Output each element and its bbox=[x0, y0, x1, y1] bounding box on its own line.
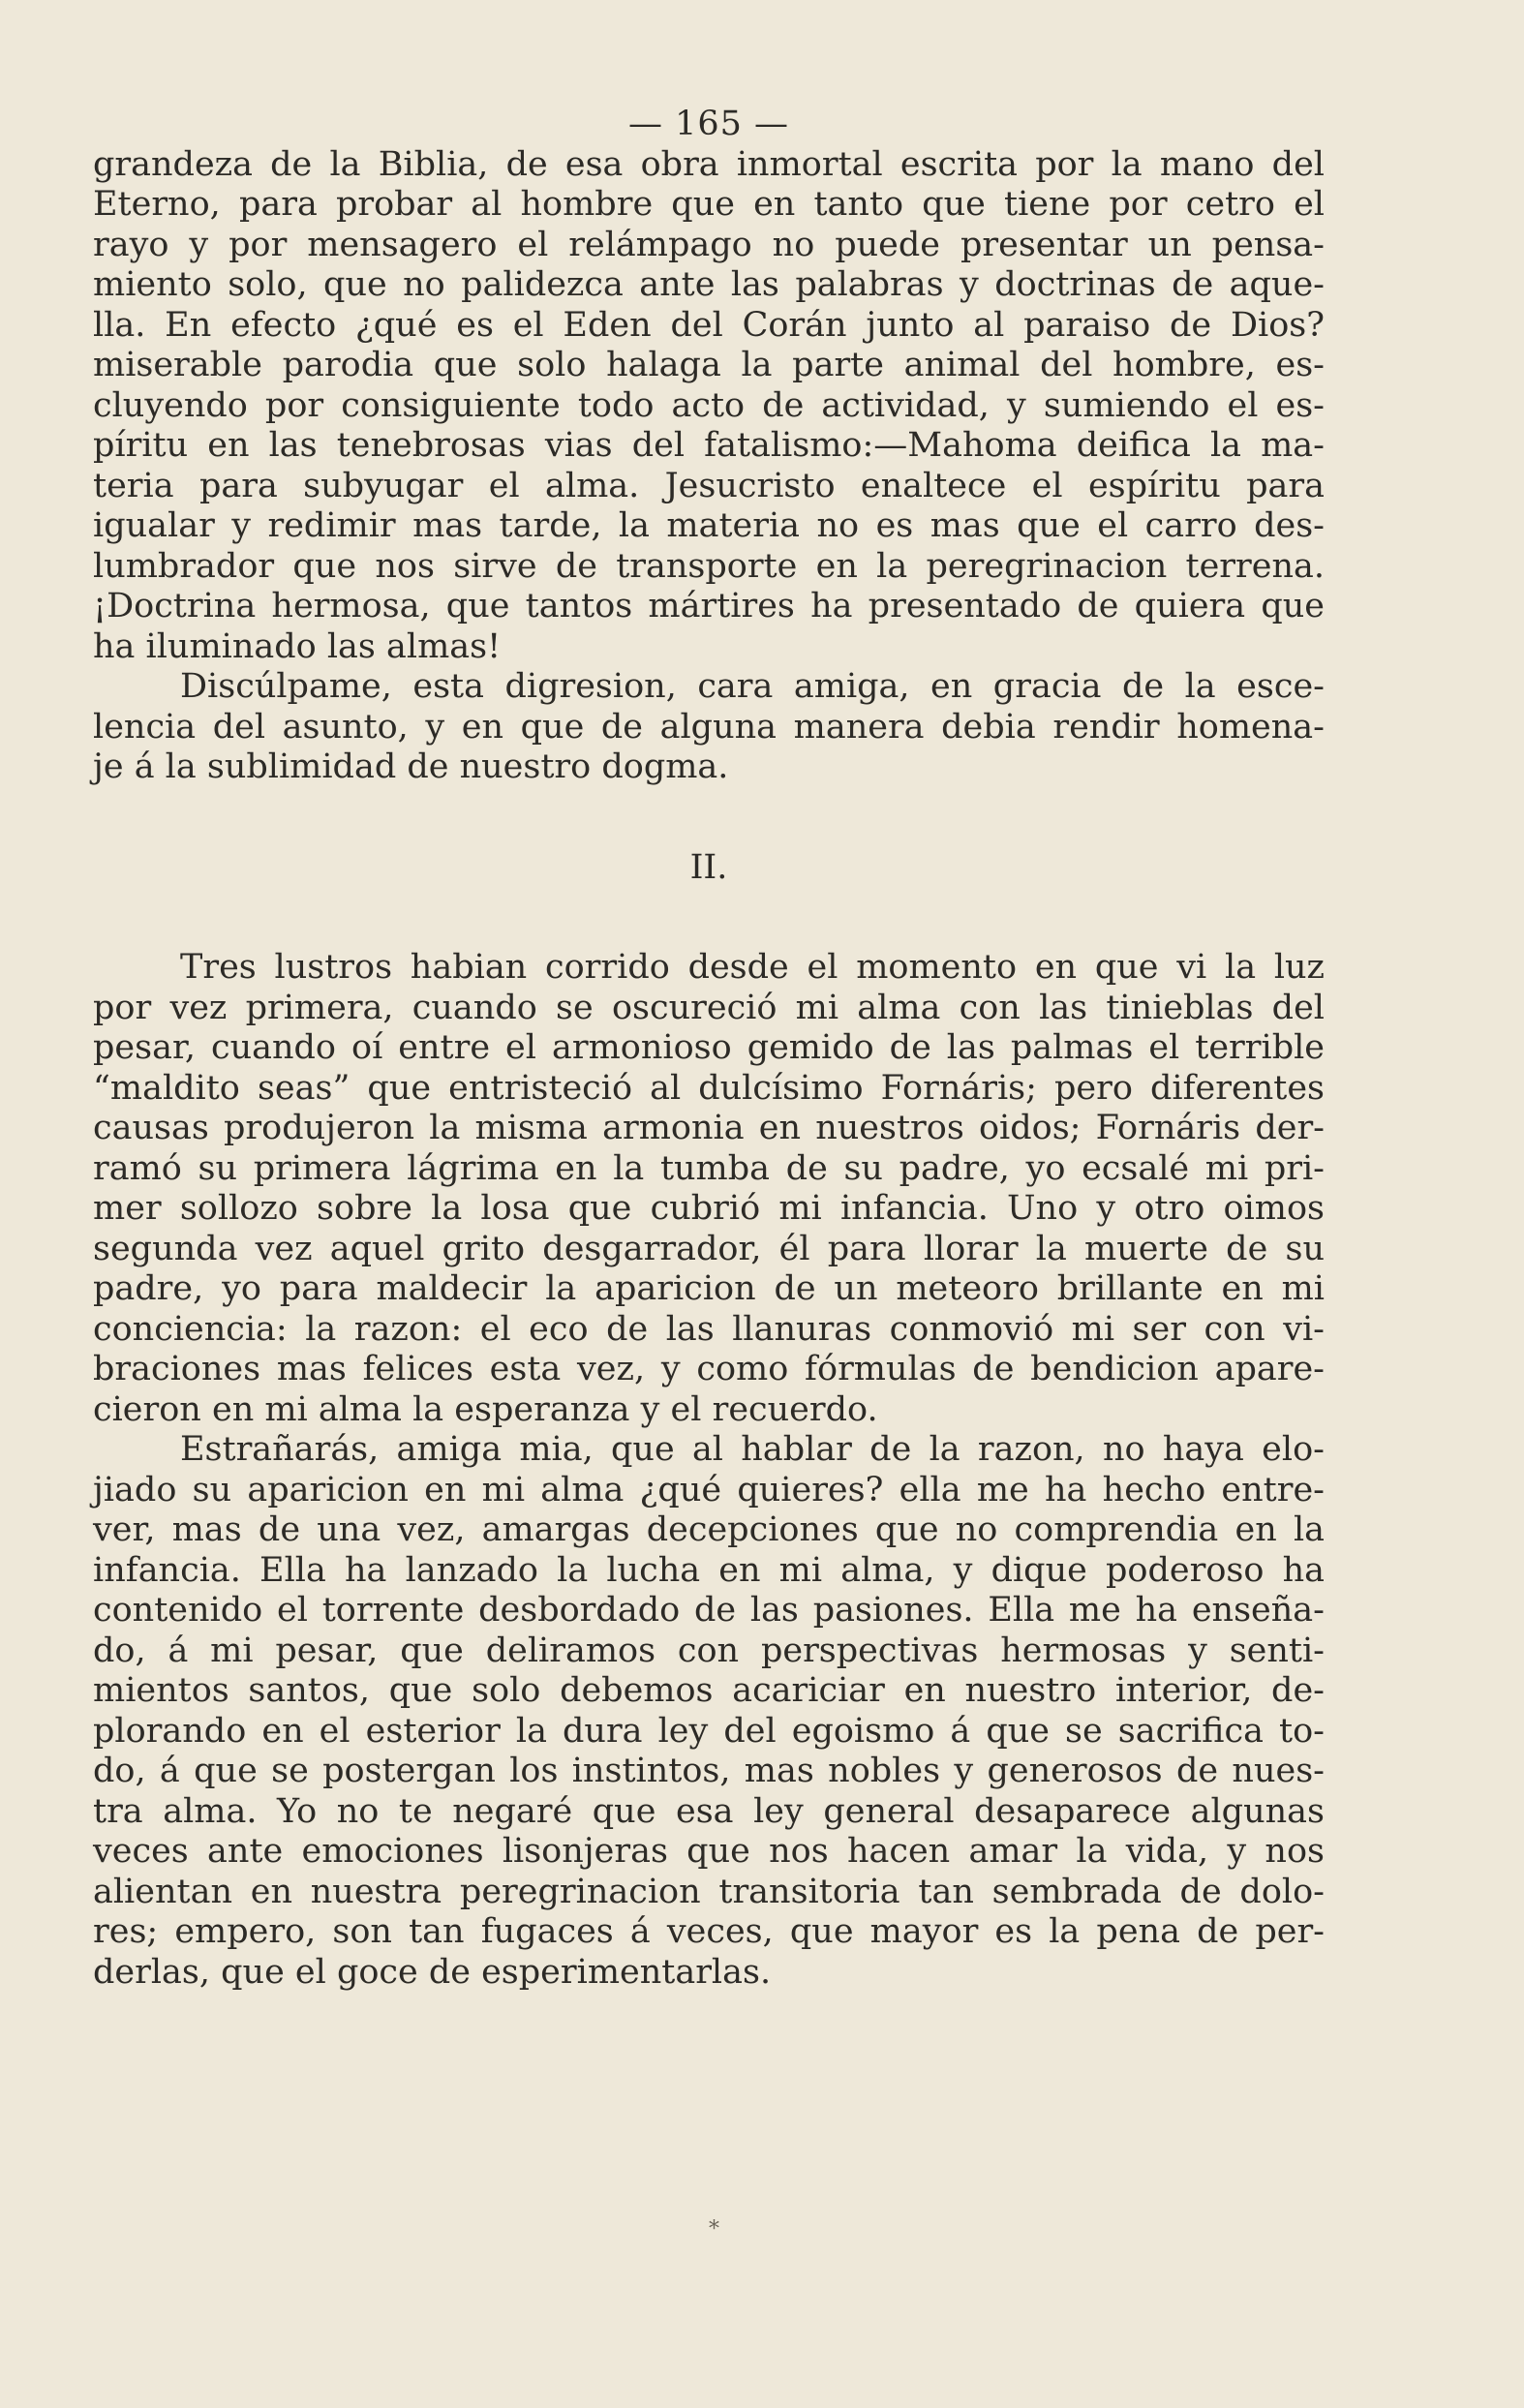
text-line: padre, yo para maldecir la aparicion de un meteoro brillante en mi bbox=[93, 1269, 1325, 1308]
paragraph-1 bbox=[93, 145, 1325, 668]
text-line: lumbrador que nos sirve de transporte en la peregrinacion terrena. bbox=[93, 546, 1325, 586]
text-line: jiado su aparicion en mi alma ¿qué quieres? ella me ha hecho entre- bbox=[93, 1470, 1325, 1509]
text-line: ramó su primera lágrima en la tumba de su padre, yo ecsalé mi pri- bbox=[93, 1148, 1325, 1188]
text-line: igualar y redimir mas tarde, la materia no es mas que el carro des- bbox=[93, 506, 1325, 545]
text-line: Eterno, para probar al hombre que en tanto que tiene por cetro el bbox=[93, 185, 1325, 224]
text-line: lencia del asunto, y en que de alguna manera debia rendir homena- bbox=[93, 707, 1325, 747]
page-number: — 165 — bbox=[627, 105, 790, 143]
text-line: cieron en mi alma la esperanza y el recuerdo. bbox=[93, 1389, 878, 1429]
text-line: derlas, que el goce de esperimentarlas. bbox=[93, 1952, 772, 1992]
text-line: Discúlpame, esta digresion, cara amiga, en gracia de la esce- bbox=[180, 667, 1325, 706]
text-line: conciencia: la razon: el eco de las llanuras conmovió mi ser con vi- bbox=[93, 1309, 1325, 1349]
text-line: miento solo, que no palidezca ante las palabras y doctrinas de aque- bbox=[93, 265, 1325, 304]
text-line: “maldito seas” que entristeció al dulcísimo Fornáris; pero diferentes bbox=[93, 1068, 1325, 1108]
text-line: alientan en nuestra peregrinacion transitoria tan sembrada de dolo- bbox=[93, 1872, 1325, 1911]
paragraph-4 bbox=[93, 1430, 1325, 1993]
text-line: pesar, cuando oí entre el armonioso gemido de las palmas el terrible bbox=[93, 1028, 1325, 1067]
text-line: píritu en las tenebrosas vias del fatalismo:—Mahoma deifica la ma- bbox=[93, 426, 1325, 465]
text-line: ha iluminado las almas! bbox=[93, 626, 502, 666]
text-line: tra alma. Yo no te negaré que esa ley general desaparece algunas bbox=[93, 1791, 1325, 1831]
section-heading: II. bbox=[689, 847, 728, 887]
text-line: rayo y por mensagero el relámpago no puede presentar un pensa- bbox=[93, 225, 1325, 264]
text-line: grandeza de la Biblia, de esa obra inmortal escrita por la mano del bbox=[93, 144, 1325, 184]
text-line: je á la sublimidad de nuestro dogma. bbox=[93, 747, 729, 786]
text-line: lla. En efecto ¿qué es el Eden del Corán junto al paraiso de Dios? bbox=[93, 305, 1325, 345]
footer-star: * bbox=[709, 2217, 719, 2241]
text-line: por vez primera, cuando se oscureció mi alma con las tinieblas del bbox=[93, 988, 1325, 1027]
text-line: do, á mi pesar, que deliramos con perspectivas hermosas y senti- bbox=[93, 1631, 1325, 1670]
text-line: plorando en el esterior la dura ley del egoismo á que se sacrifica to- bbox=[93, 1711, 1325, 1751]
text-block bbox=[93, 105, 1325, 1993]
text-line: contenido el torrente desbordado de las pasiones. Ella me ha enseña- bbox=[93, 1591, 1325, 1630]
text-line: causas produjeron la misma armonia en nuestros oidos; Fornáris der- bbox=[93, 1109, 1325, 1147]
text-line: ver, mas de una vez, amargas decepciones que no comprendia en la bbox=[93, 1510, 1325, 1549]
text-line: braciones mas felices esta vez, y como fórmulas de bendicion apare- bbox=[93, 1350, 1325, 1388]
text-line: mer sollozo sobre la losa que cubrió mi infancia. Uno y otro oimos bbox=[93, 1189, 1325, 1228]
text-line: segunda vez aquel grito desgarrador, él para llorar la muerte de su bbox=[93, 1229, 1325, 1268]
text-line: res; empero, son tan fugaces á veces, que mayor es la pena de per- bbox=[93, 1912, 1325, 1951]
text-line: do, á que se postergan los instintos, mas nobles y generosos de nues- bbox=[93, 1752, 1325, 1790]
text-line: mientos santos, que solo debemos acariciar en nuestro interior, de- bbox=[93, 1671, 1325, 1710]
text-line: ¡Doctrina hermosa, que tantos mártires ha presentado de quiera que bbox=[93, 587, 1325, 625]
text-line: veces ante emociones lisonjeras que nos hacen amar la vida, y nos bbox=[93, 1832, 1325, 1871]
text-line: cluyendo por consiguiente todo acto de actividad, y sumiendo el es- bbox=[93, 385, 1325, 425]
text-line: Tres lustros habian corrido desde el momento en que vi la luz bbox=[180, 948, 1325, 987]
text-line: infancia. Ella ha lanzado la lucha en mi alma, y dique poderoso ha bbox=[93, 1550, 1325, 1590]
text-line: miserable parodia que solo halaga la parte animal del hombre, es- bbox=[93, 346, 1325, 384]
text-line: teria para subyugar el alma. Jesucristo enaltece el espíritu para bbox=[93, 466, 1325, 505]
paragraph-2 bbox=[93, 667, 1325, 788]
paragraph-3 bbox=[93, 948, 1325, 1430]
text-line: Estrañarás, amiga mia, que al hablar de la razon, no haya elo- bbox=[180, 1430, 1325, 1469]
